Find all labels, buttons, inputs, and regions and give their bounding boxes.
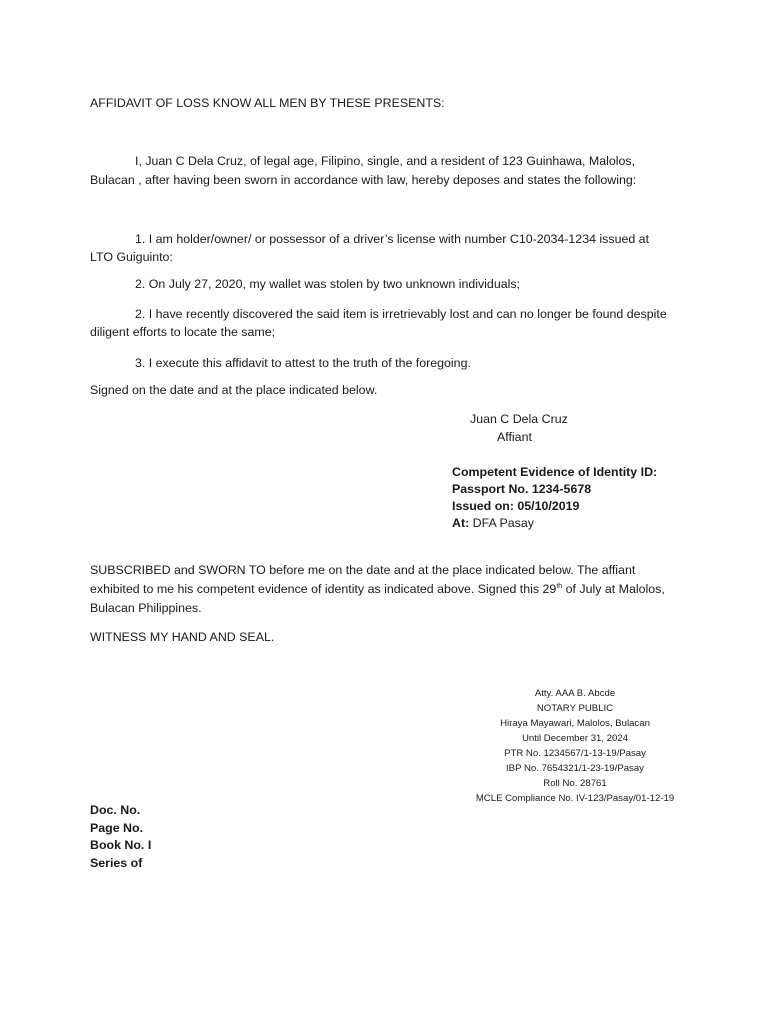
- item-2: 2. On July 27, 2020, my wallet was stolen by two unknown individuals;: [135, 277, 520, 291]
- notary-address: Hiraya Mayawari, Malolos, Bulacan: [500, 718, 650, 729]
- notary-roll: Roll No. 28761: [543, 778, 607, 789]
- witness-statement: WITNESS MY HAND AND SEAL.: [90, 630, 275, 644]
- issued-on: Issued on: 05/10/2019: [452, 499, 580, 513]
- subscribed-paragraph: [90, 561, 670, 618]
- page-number: Page No.: [90, 820, 144, 835]
- document-title: AFFIDAVIT OF LOSS KNOW ALL MEN BY THESE PRESENTS:: [90, 96, 445, 110]
- doc-number: Doc. No.: [90, 803, 141, 817]
- item-3: 2. I have recently discovered the said item is irretrievably lost and can no longer be found despite diligent efforts to locate the same;: [90, 307, 667, 339]
- notary-mcle: MCLE Compliance No. IV-123/Pasay/01-12-19: [475, 793, 675, 804]
- issued-at: [452, 515, 534, 532]
- issued-at-value: DFA Pasay: [472, 516, 534, 530]
- affiant-role: Affiant: [497, 430, 532, 444]
- notary-commission: Until December 31, 2024: [521, 733, 629, 744]
- passport-number: Passport No. 1234-5678: [452, 482, 592, 496]
- notary-title: NOTARY PUBLIC: [536, 703, 614, 714]
- affiant-name: Juan C Dela Cruz: [470, 412, 568, 426]
- series: Series of: [90, 855, 143, 870]
- notary-block: [460, 686, 690, 806]
- item-4: 3. I execute this affidavit to attest to the truth of the foregoing.: [135, 356, 471, 370]
- issued-at-label: At:: [452, 516, 470, 530]
- notary-ptr: PTR No. 1234567/1-13-19/Pasay: [504, 748, 646, 759]
- book-number: Book No. I: [90, 838, 152, 852]
- intro-paragraph: I, Juan C Dela Cruz, of legal age, Filipino, single, and a resident of 123 Guinhawa, Malolos, Bulacan , after having been sworn in accordance with law, hereby deposes and states the following:: [90, 154, 637, 187]
- subscribed-text-before: SUBSCRIBED and SWORN TO before me on the date and at the place indicated below. The affiant exhibited to me his competent evidence of identity as indicated above. Signed this 29: [90, 563, 636, 596]
- subscribed-superscript: th: [556, 582, 563, 590]
- signed-statement: Signed on the date and at the place indicated below.: [90, 383, 378, 397]
- subscribed-text-after: of July at Malolos, Bulacan Philippines.: [90, 582, 665, 615]
- notary-ibp: IBP No. 7654321/1-23-19/Pasay: [506, 763, 644, 774]
- notary-name: Atty. AAA B. Abcde: [534, 688, 616, 699]
- doc-info-block: [90, 802, 151, 872]
- item-1: 1. I am holder/owner/ or possessor of a driver’s license with number C10-2034-1234 issued at LTO Guiguinto:: [90, 232, 650, 264]
- identity-heading: Competent Evidence of Identity ID:: [452, 465, 658, 479]
